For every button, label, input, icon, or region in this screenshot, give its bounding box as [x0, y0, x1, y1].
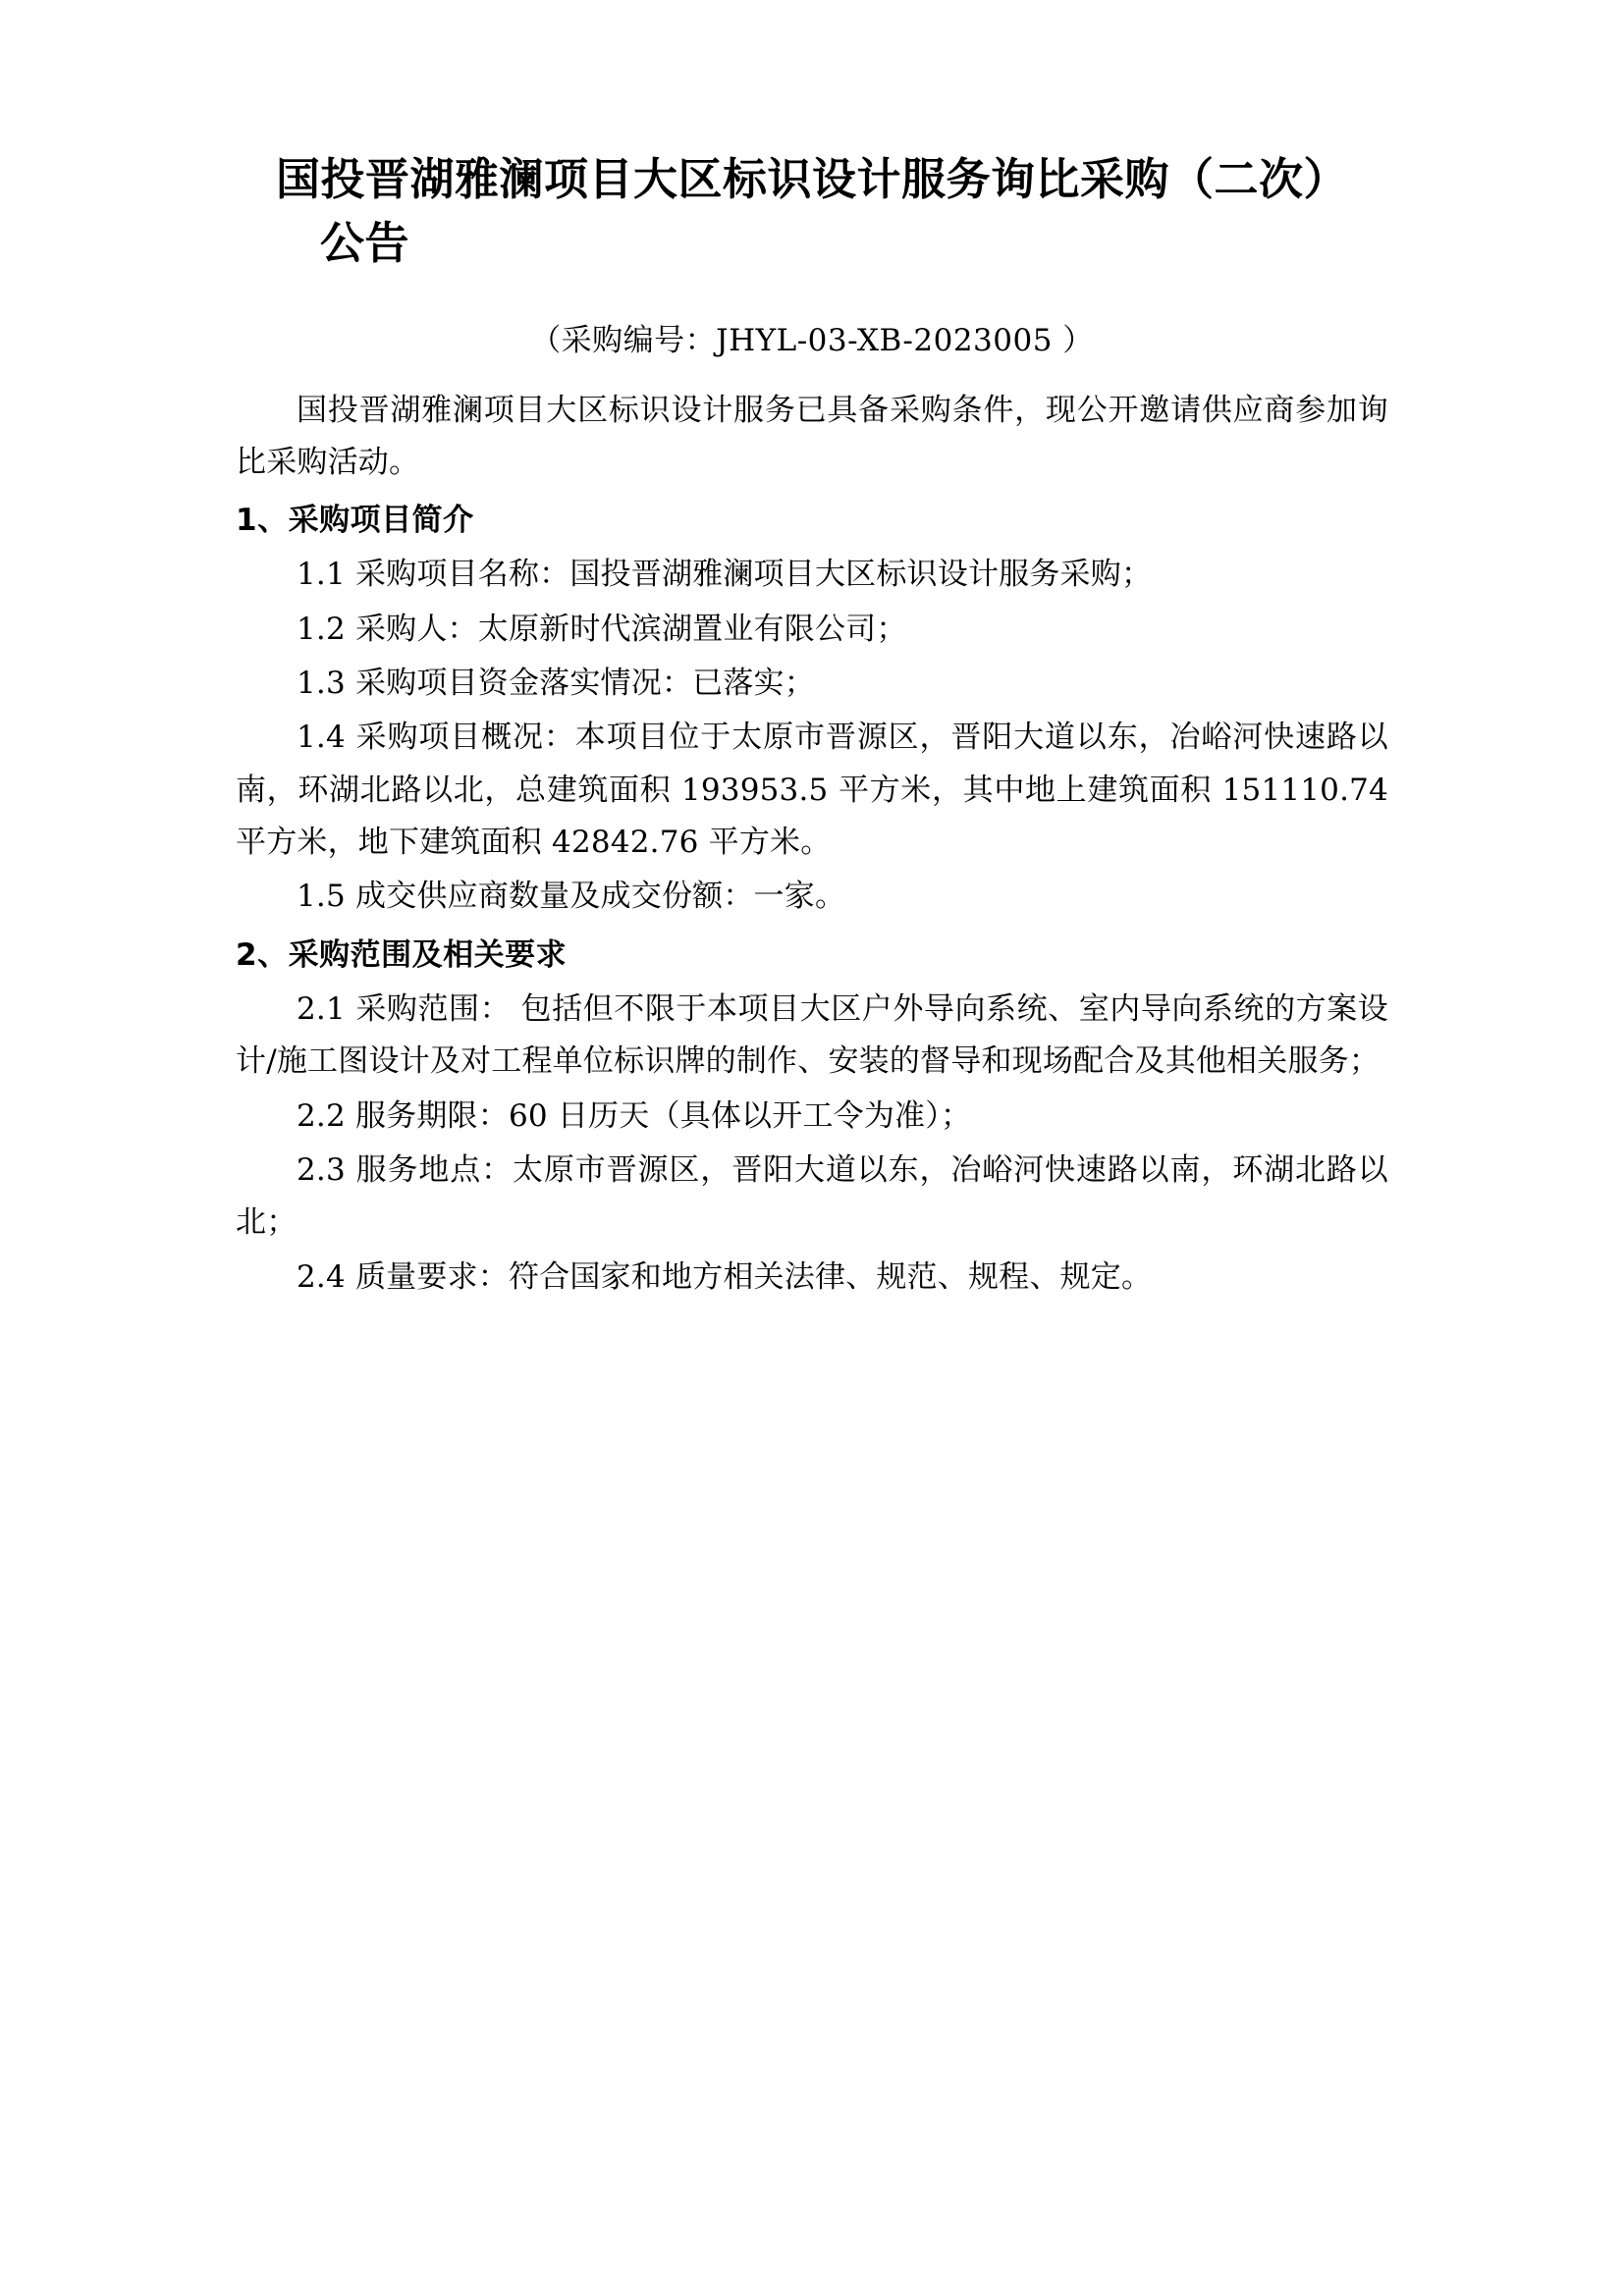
section-1-item-5: 1.5 成交供应商数量及成交份额：一家。: [297, 879, 846, 915]
section-heading-1: 1、采购项目简介: [236, 503, 474, 539]
intro-paragraph: 国投晋湖雅澜项目大区标识设计服务已具备采购条件，现公开邀请供应商参加询比采购活动。: [236, 392, 1388, 480]
section-2-item-2: 2.2 服务期限：60 日历天（具体以开工令为准）；: [297, 1097, 972, 1134]
section-2-item-3: 2.3 服务地点：太原市晋源区，晋阳大道以东，冶峪河快速路以南，环湖北路以北；: [236, 1151, 1388, 1241]
section-1-item-3: 1.3 采购项目资金落实情况：已落实；: [297, 666, 815, 702]
page-title-line2: 公告: [320, 217, 410, 270]
purchase-number: （采购编号：JHYL-03-XB-2023005 ）: [530, 322, 1094, 358]
section-1-item-1: 1.1 采购项目名称：国投晋湖雅澜项目大区标识设计服务采购；: [297, 557, 1153, 593]
section-2-item-1: 2.1 采购范围： 包括但不限于本项目大区户外导向系统、室内导向系统的方案设计/施工图设计及对工程单位标识牌的制作、安装的督导和现场配合及其他相关服务；: [236, 990, 1388, 1080]
section-2-item-4: 2.4 质量要求：符合国家和地方相关法律、规范、规程、规定。: [297, 1258, 1153, 1295]
section-1-item-2: 1.2 采购人：太原新时代滨湖置业有限公司；: [297, 611, 907, 647]
page-title: [236, 147, 1388, 276]
page-title-line1: 国投晋湖雅澜项目大区标识设计服务询比采购（二次）: [275, 153, 1348, 205]
section-heading-2: 2、采购范围及相关要求: [236, 936, 568, 973]
section-1-item-4: 1.4 采购项目概况：本项目位于太原市晋源区，晋阳大道以东，冶峪河快速路以南，环湖北路以北，总建筑面积 193953.5 平方米，其中地上建筑面积 151110.74 平方米，地下建筑面积 42842.76 平方米。: [236, 720, 1388, 860]
